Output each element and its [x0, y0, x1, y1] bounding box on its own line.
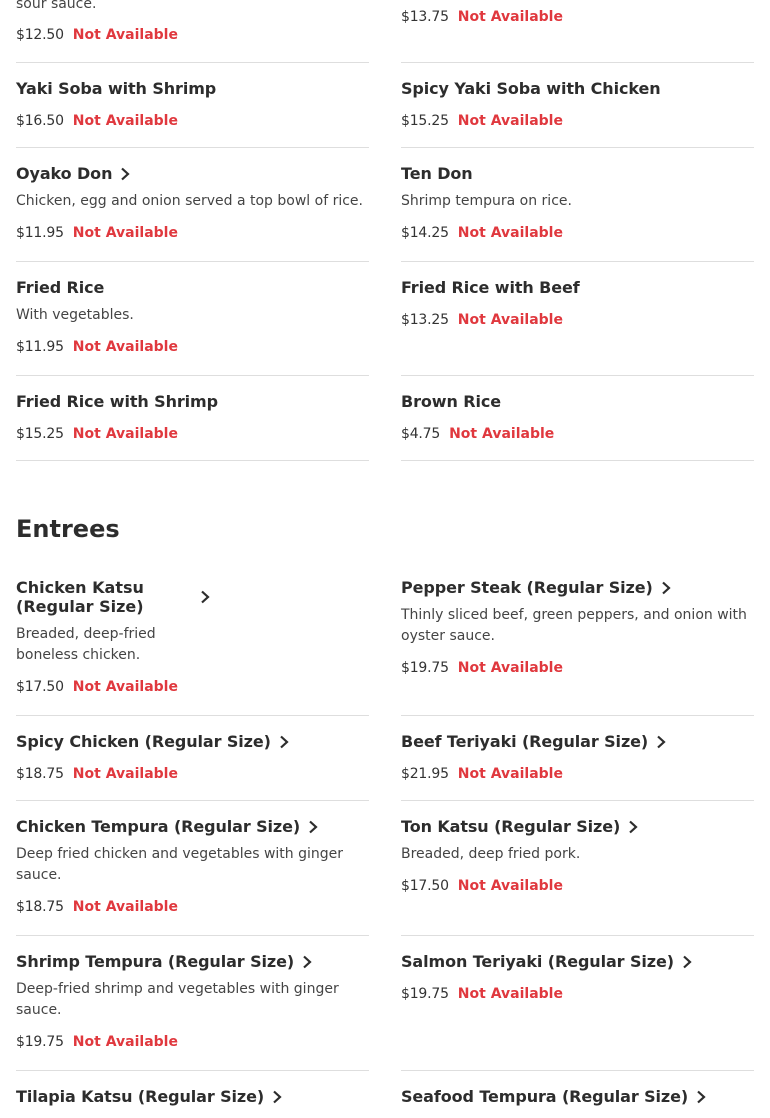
item-name: Fried Rice with Shrimp [16, 392, 218, 411]
divider [401, 1070, 754, 1071]
availability-badge: Not Available [72, 225, 178, 241]
item-price: $16.50 [16, 113, 64, 129]
item-name: Ten Don [401, 164, 473, 183]
menu-item[interactable] [16, 0, 369, 44]
item-name: Spicy Chicken (Regular Size) [16, 732, 271, 751]
divider [401, 460, 754, 461]
item-price: $19.75 [16, 1034, 64, 1050]
item-price: $11.95 [16, 339, 64, 355]
item-name: Beef Teriyaki (Regular Size) [401, 732, 649, 751]
menu-item[interactable] [401, 8, 754, 26]
divider [16, 715, 369, 716]
divider [16, 261, 369, 262]
item-price: $11.95 [16, 225, 64, 241]
availability-badge: Not Available [72, 1034, 178, 1050]
chevron-right-icon[interactable] [272, 1090, 282, 1104]
divider [16, 1070, 369, 1071]
item-name: Seafood Tempura (Regular Size) [401, 1087, 689, 1106]
item-price: $18.75 [16, 899, 64, 915]
availability-badge: Not Available [457, 986, 563, 1002]
item-price: $15.25 [401, 113, 449, 129]
item-description: Deep-fried shrimp and vegetables with ginger sauce. [16, 981, 339, 1018]
menu-item-ton-katsu[interactable] [401, 817, 754, 895]
item-name: Spicy Yaki Soba with Chicken [401, 79, 661, 98]
menu-item-chicken-tempura[interactable] [16, 817, 369, 916]
item-name: Yaki Soba with Shrimp [16, 79, 217, 98]
chevron-right-icon[interactable] [200, 590, 210, 604]
availability-badge: Not Available [72, 27, 178, 43]
chevron-right-icon[interactable] [656, 735, 666, 749]
item-price: $14.25 [401, 225, 449, 241]
menu-item-tilapia-katsu[interactable] [16, 1087, 369, 1106]
menu-item-yaki-soba-shrimp[interactable] [16, 79, 369, 130]
availability-badge: Not Available [449, 426, 555, 442]
item-name: Chicken Katsu (Regular Size) [16, 578, 144, 616]
menu-item-pepper-steak[interactable] [401, 578, 754, 677]
menu-item-seafood-tempura[interactable] [401, 1087, 754, 1106]
divider [401, 715, 754, 716]
item-name: Salmon Teriyaki (Regular Size) [401, 952, 674, 971]
item-description: Deep fried chicken and vegetables with ginger sauce. [16, 846, 344, 883]
item-description: Thinly sliced beef, green peppers, and onion with oyster sauce. [401, 607, 747, 644]
divider [401, 147, 754, 148]
menu-item-spicy-chicken[interactable] [16, 732, 369, 783]
divider [16, 800, 369, 801]
availability-badge: Not Available [72, 899, 178, 915]
chevron-right-icon[interactable] [661, 581, 671, 595]
item-price: $17.50 [16, 679, 64, 695]
menu-item-fried-rice-beef[interactable] [401, 278, 754, 329]
item-name: Brown Rice [401, 392, 501, 411]
item-description: Breaded, deep-fried boneless chicken. [16, 626, 156, 663]
menu-item-brown-rice[interactable] [401, 392, 754, 443]
item-name: Fried Rice with Beef [401, 278, 580, 297]
chevron-right-icon[interactable] [628, 820, 638, 834]
availability-badge: Not Available [72, 339, 178, 355]
chevron-right-icon[interactable] [302, 955, 312, 969]
availability-badge: Not Available [457, 660, 563, 676]
item-name: Pepper Steak (Regular Size) [401, 578, 653, 597]
item-name: Tilapia Katsu (Regular Size) [16, 1087, 265, 1106]
item-price: $13.25 [401, 312, 449, 328]
menu-item-shrimp-tempura[interactable] [16, 952, 369, 1051]
availability-badge: Not Available [457, 225, 563, 241]
item-price: $18.75 [16, 766, 64, 782]
menu-item-ten-don[interactable] [401, 164, 754, 242]
chevron-right-icon[interactable] [120, 167, 130, 181]
item-name: Ton Katsu (Regular Size) [401, 817, 621, 836]
menu-item-fried-rice[interactable] [16, 278, 369, 356]
availability-badge: Not Available [457, 113, 563, 129]
item-price: $12.50 [16, 27, 64, 43]
item-price: $15.25 [16, 426, 64, 442]
menu-item-fried-rice-shrimp[interactable] [16, 392, 369, 443]
divider [16, 147, 369, 148]
divider [401, 800, 754, 801]
availability-badge: Not Available [72, 426, 178, 442]
availability-badge: Not Available [457, 312, 563, 328]
item-description: Breaded, deep fried pork. [401, 846, 581, 862]
divider [16, 62, 369, 63]
menu-item-spicy-yaki-soba-chicken[interactable] [401, 79, 754, 130]
divider [401, 935, 754, 936]
item-price: $13.75 [401, 9, 449, 25]
item-name: Chicken Tempura (Regular Size) [16, 817, 301, 836]
availability-badge: Not Available [457, 9, 563, 25]
menu-item-chicken-katsu[interactable] [16, 578, 369, 696]
section-title-entrees: Entrees [16, 515, 120, 543]
item-price: $4.75 [401, 426, 441, 442]
availability-badge: Not Available [457, 878, 563, 894]
chevron-right-icon[interactable] [696, 1090, 706, 1104]
item-price: $17.50 [401, 878, 449, 894]
availability-badge: Not Available [72, 766, 178, 782]
item-name: Fried Rice [16, 278, 105, 297]
divider [16, 460, 369, 461]
item-name: Oyako Don [16, 164, 113, 183]
chevron-right-icon[interactable] [682, 955, 692, 969]
item-price: $19.75 [401, 660, 449, 676]
item-description: Shrimp tempura on rice. [401, 193, 572, 209]
divider [401, 261, 754, 262]
item-description: With vegetables. [16, 307, 134, 323]
divider [401, 62, 754, 63]
item-description: sour sauce. [16, 0, 97, 12]
item-description: Chicken, egg and onion served a top bowl of rice. [16, 193, 363, 209]
chevron-right-icon[interactable] [279, 735, 289, 749]
availability-badge: Not Available [72, 679, 178, 695]
divider [16, 935, 369, 936]
menu-item-salmon-teriyaki[interactable] [401, 952, 754, 1003]
menu-item-beef-teriyaki[interactable] [401, 732, 754, 783]
item-price: $21.95 [401, 766, 449, 782]
availability-badge: Not Available [72, 113, 178, 129]
menu-item-oyako-don[interactable] [16, 164, 369, 242]
divider [16, 375, 369, 376]
divider [401, 375, 754, 376]
availability-badge: Not Available [457, 766, 563, 782]
chevron-right-icon[interactable] [308, 820, 318, 834]
item-name: Shrimp Tempura (Regular Size) [16, 952, 295, 971]
item-price: $19.75 [401, 986, 449, 1002]
